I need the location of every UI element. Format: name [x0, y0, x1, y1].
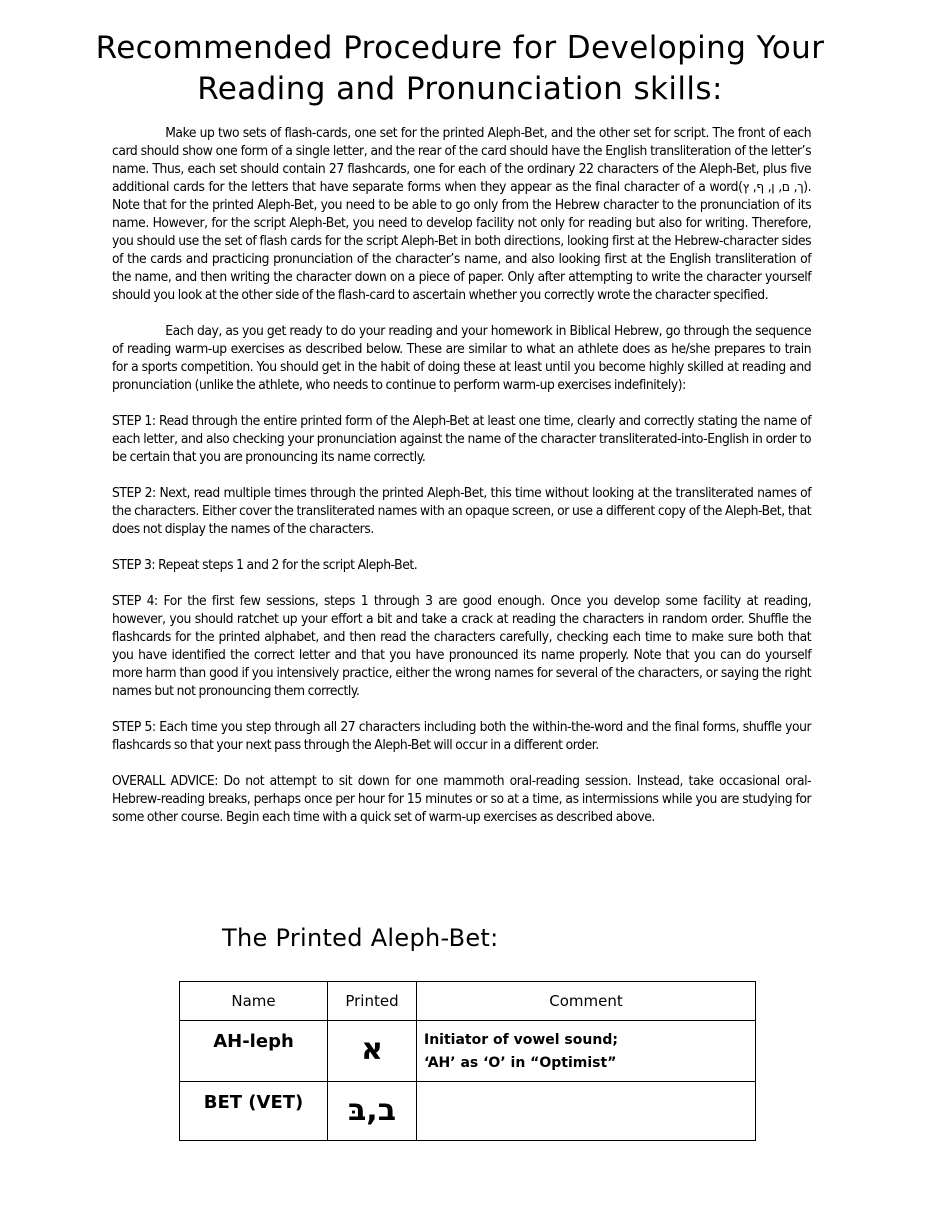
printed-letter: א — [328, 1021, 417, 1082]
table-row — [180, 1021, 756, 1082]
flashcards-paragraph-text-1: Make up two sets of flash-cards, one set for the printed Aleph-Bet, and the other set for script. The front of each card should show one form of a single letter, and the rear of the card should have the English transliteration of the letter’s name. Thus, each set should contain 27 flashcards, one for each of the ordinary 22 characters of the Aleph-Bet, plus five additional cards for the letters that have separate forms when they appear as the final character of a word( — [112, 126, 812, 195]
header-name: Name — [180, 982, 328, 1021]
letter-comment — [417, 1082, 756, 1141]
step-4-paragraph: STEP 4: For the first few sessions, steps 1 through 3 are good enough. Once you develop some facility at reading, however, you should ratchet up your effort a bit and take a crack at reading the characters in random order. Shuffle the flashcards for the printed alphabet, and then read the characters carefully, checking each time to make sure both that you have identified the correct letter and that you have pronounced its name properly. Note that you can do yourself more harm than good if you intensively practice, either the wrong names for several of the characters, or saying the right names but not pronouncing them correctly. — [112, 594, 812, 699]
flashcards-paragraph-text-2: ). Note that for the printed Aleph-Bet, you need to be able to go only from the Hebrew character to the pronunciation of its name. However, for the script Aleph-Bet, you need to develop facility not only for reading but also for writing. Therefore, you should use the set of flash cards for the script Aleph-Bet in both directions, looking first at the Hebrew-character sides of the cards and practicing pronunciation of the character’s name, and also looking first at the English transliteration of the name, and then writing the character down on a piece of paper. Only after attempting to write the character yourself should you look at the other side of the flash-card to ascertain whether you correctly wrote the character specified. — [112, 180, 812, 303]
aleph-bet-table — [179, 981, 756, 1141]
printed-letter: ב,בּ — [328, 1082, 417, 1141]
page-title-line-2: Reading and Pronunciation skills: — [197, 71, 723, 107]
final-letters: ך, ם, ן, ף, ץ — [742, 180, 804, 195]
letter-comment — [417, 1021, 756, 1082]
step-3-paragraph: STEP 3: Repeat steps 1 and 2 for the script Aleph-Bet. — [112, 558, 418, 573]
comment-line-1: Initiator of vowel sound; — [424, 1032, 618, 1048]
body-text — [112, 125, 811, 845]
letter-name: AH-leph — [180, 1021, 328, 1082]
table-header-row — [180, 982, 756, 1021]
comment-line-2: ‘AH’ as ‘O’ in “Optimist” — [424, 1055, 617, 1071]
overall-advice-paragraph: OVERALL ADVICE: Do not attempt to sit down for one mammoth oral-reading session. Instead, take occasional oral-Hebrew-reading breaks, perhaps once per hour for 15 minutes or so at a time, as intermissions while you are studying for some other course. Begin each time with a quick set of warm-up exercises as described above. — [112, 774, 812, 825]
letter-name: BET (VET) — [180, 1082, 328, 1141]
table-row — [180, 1082, 756, 1141]
section-title: The Printed Aleph-Bet: — [222, 924, 499, 952]
step-2-paragraph: STEP 2: Next, read multiple times through the printed Aleph-Bet, this time without looking at the transliterated names of the characters. Either cover the transliterated names with an opaque screen, or use a different copy of the Aleph-Bet, that does not display the names of the characters. — [112, 486, 812, 537]
page-title — [60, 28, 860, 110]
step-5-paragraph: STEP 5: Each time you step through all 27 characters including both the within-the-word and the final forms, shuffle your flashcards so that your next pass through the Aleph-Bet will occur in a different order. — [112, 720, 812, 753]
header-printed: Printed — [328, 982, 417, 1021]
flashcards-paragraph — [112, 125, 811, 305]
warmup-paragraph: Each day, as you get ready to do your reading and your homework in Biblical Hebrew, go through the sequence of reading warm-up exercises as described below. These are similar to what an athlete does as he/she prepares to train for a sports competition. You should get in the habit of doing these at least until you become highly skilled at reading and pronunciation (unlike the athlete, who needs to continue to perform warm-up exercises indefinitely): — [112, 324, 812, 393]
page-title-line-1: Recommended Procedure for Developing Your — [95, 30, 825, 66]
header-comment: Comment — [417, 982, 756, 1021]
step-1-paragraph: STEP 1: Read through the entire printed form of the Aleph-Bet at least one time, clearly and correctly stating the name of each letter, and also checking your pronunciation against the name of the character transliterated-into-English in order to be certain that you are pronouncing its name correctly. — [112, 414, 812, 465]
